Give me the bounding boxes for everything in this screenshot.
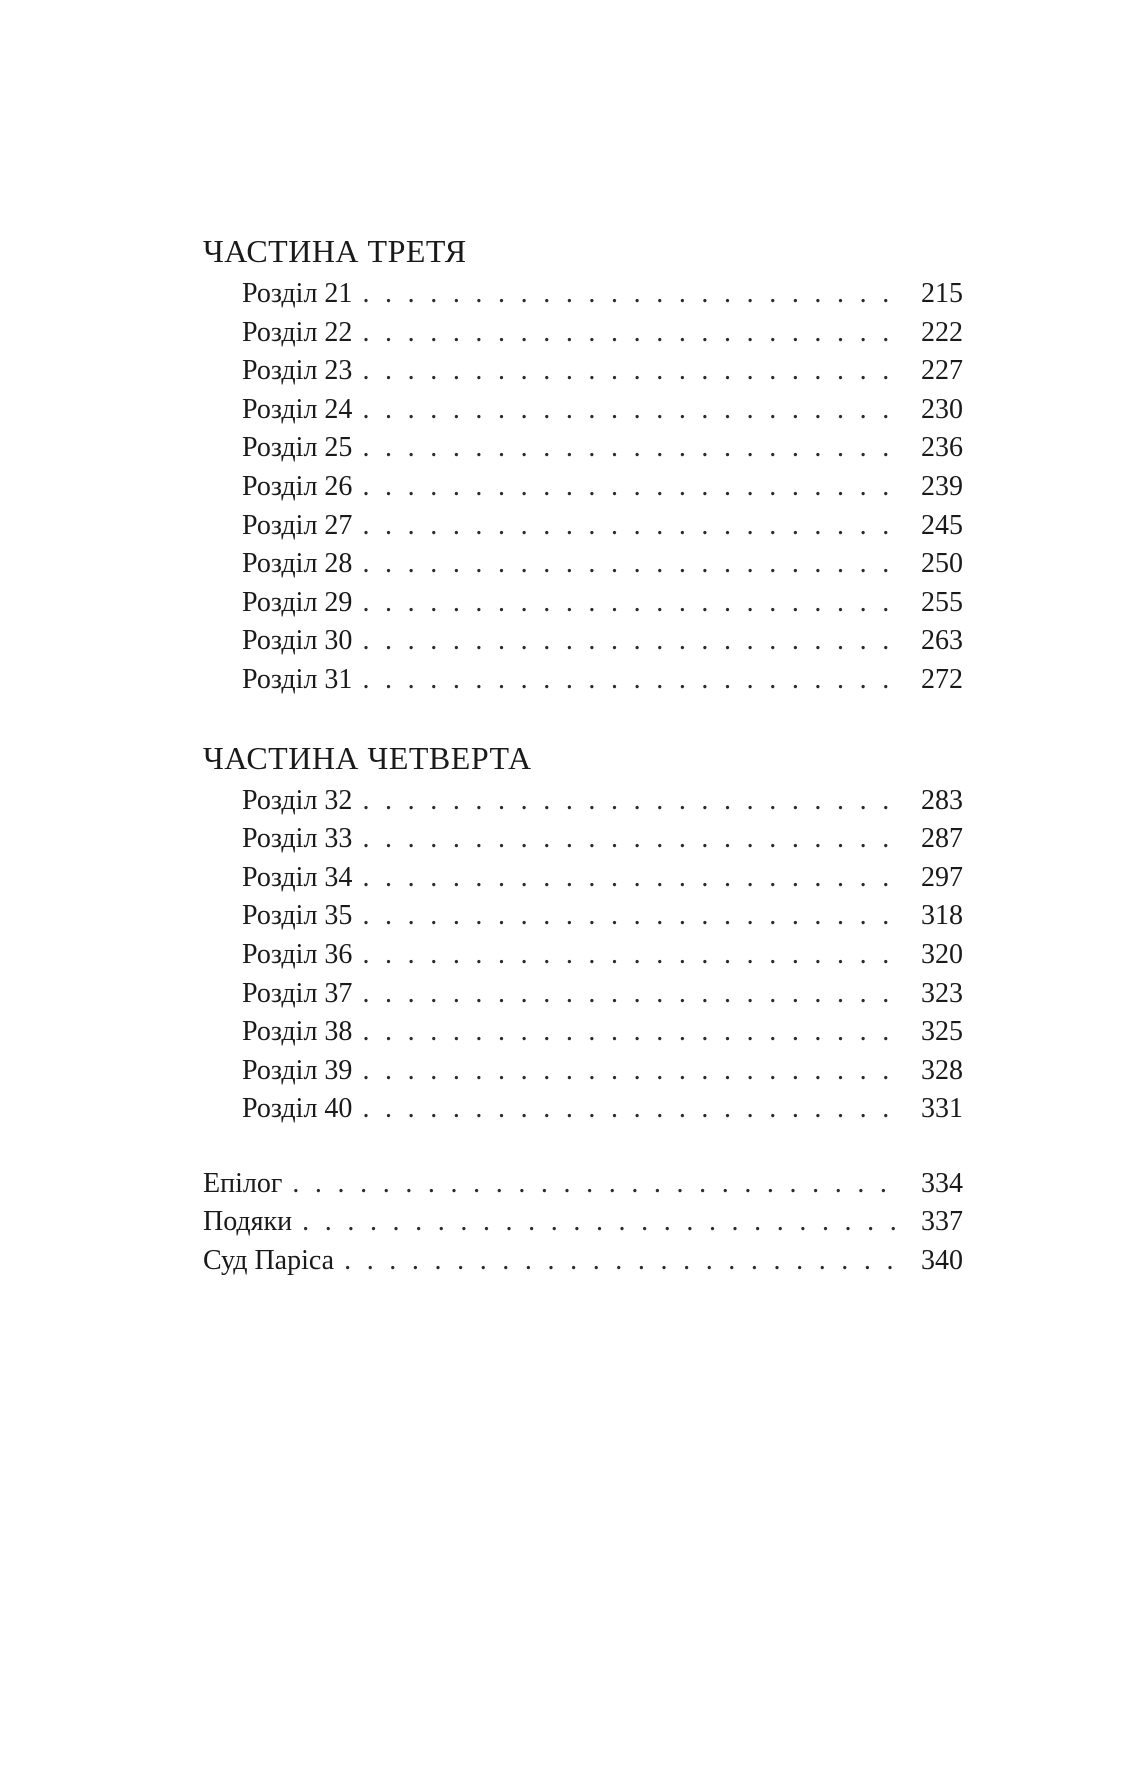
entry-label: Розділ 34	[242, 861, 353, 893]
toc-entry[interactable]	[203, 622, 963, 661]
dot-leader	[362, 1013, 901, 1052]
dot-leader	[362, 507, 901, 546]
toc-entry[interactable]	[203, 545, 963, 584]
toc-entry[interactable]	[203, 897, 963, 936]
toc-entry[interactable]	[203, 1052, 963, 1091]
entry-label: Розділ 35	[242, 900, 353, 932]
toc-entry[interactable]	[203, 859, 963, 898]
entry-label: Розділ 26	[242, 470, 353, 502]
toc-entry[interactable]	[203, 352, 963, 391]
dot-leader	[362, 1090, 901, 1129]
dot-leader	[362, 661, 901, 700]
entry-page-number: 320	[921, 938, 963, 970]
entry-page-number: 287	[921, 823, 963, 855]
entry-page-number: 328	[921, 1054, 963, 1086]
entry-label: Розділ 24	[242, 393, 353, 425]
dot-leader	[362, 584, 901, 623]
entry-page-number: 239	[921, 470, 963, 502]
entry-page-number: 334	[921, 1167, 963, 1199]
dot-leader	[302, 1203, 901, 1242]
entry-page-number: 230	[921, 393, 963, 425]
entry-label: Розділ 33	[242, 823, 353, 855]
dot-leader	[344, 1242, 901, 1281]
toc-entry[interactable]	[203, 314, 963, 353]
toc-entry[interactable]	[203, 1013, 963, 1052]
entry-label: Подяки	[203, 1206, 293, 1238]
dot-leader	[362, 314, 901, 353]
part-three	[203, 229, 963, 700]
entry-page-number: 297	[921, 861, 963, 893]
entry-label: Розділ 30	[242, 625, 353, 657]
toc-entry[interactable]	[203, 936, 963, 975]
entry-page-number: 215	[921, 278, 963, 309]
entry-page-number: 272	[921, 663, 963, 695]
entry-label: Розділ 39	[242, 1054, 353, 1086]
part-three-entries	[203, 275, 963, 700]
entry-label: Розділ 23	[242, 355, 353, 387]
entry-page-number: 227	[921, 355, 963, 387]
table-of-contents	[203, 229, 963, 1281]
entry-page-number: 283	[921, 784, 963, 816]
dot-leader	[362, 975, 901, 1014]
toc-entry[interactable]	[203, 584, 963, 623]
entry-label: Розділ 31	[242, 663, 353, 695]
entry-label: Епілог	[203, 1167, 283, 1199]
entry-label: Розділ 32	[242, 784, 353, 816]
toc-entry[interactable]	[203, 507, 963, 546]
toc-entry[interactable]	[203, 429, 963, 468]
part-title: ЧАСТИНА ЧЕТВЕРТА	[203, 739, 532, 776]
dot-leader	[292, 1165, 901, 1204]
entry-label: Розділ 22	[242, 316, 353, 348]
entry-page-number: 323	[921, 977, 963, 1009]
entry-page-number: 222	[921, 316, 963, 348]
entry-page-number: 325	[921, 1016, 963, 1048]
entry-page-number: 337	[921, 1206, 963, 1238]
dot-leader	[362, 391, 901, 430]
dot-leader	[362, 545, 901, 584]
toc-entry[interactable]	[203, 468, 963, 507]
entry-label: Розділ 37	[242, 977, 353, 1009]
dot-leader	[362, 859, 901, 898]
dot-leader	[362, 936, 901, 975]
toc-entry-judgement-of-paris[interactable]	[203, 1242, 963, 1281]
part-title: ЧАСТИНА ТРЕТЯ	[203, 233, 467, 269]
toc-entry[interactable]	[203, 275, 963, 314]
part-four	[203, 736, 963, 1129]
entry-page-number: 236	[921, 432, 963, 464]
entry-label: Розділ 21	[242, 278, 353, 309]
backmatter	[203, 1165, 963, 1281]
backmatter-entries	[203, 1165, 963, 1281]
entry-page-number: 340	[921, 1245, 963, 1277]
dot-leader	[362, 622, 901, 661]
entry-page-number: 250	[921, 548, 963, 580]
dot-leader	[362, 468, 901, 507]
entry-page-number: 263	[921, 625, 963, 657]
toc-entry[interactable]	[203, 661, 963, 700]
toc-entry[interactable]	[203, 820, 963, 859]
entry-label: Розділ 40	[242, 1093, 353, 1125]
dot-leader	[362, 820, 901, 859]
part-four-entries	[203, 782, 963, 1129]
toc-entry-epilogue[interactable]	[203, 1165, 963, 1204]
dot-leader	[362, 429, 901, 468]
toc-entry[interactable]	[203, 975, 963, 1014]
dot-leader	[362, 782, 901, 821]
entry-label: Розділ 27	[242, 509, 353, 541]
entry-page-number: 318	[921, 900, 963, 932]
entry-page-number: 331	[921, 1093, 963, 1125]
entry-label: Суд Паріса	[203, 1245, 335, 1277]
toc-entry[interactable]	[203, 1090, 963, 1129]
entry-page-number: 255	[921, 586, 963, 618]
dot-leader	[362, 1052, 901, 1091]
dot-leader	[362, 897, 901, 936]
toc-entry-acknowledgements[interactable]	[203, 1203, 963, 1242]
entry-label: Розділ 36	[242, 938, 353, 970]
entry-label: Розділ 25	[242, 432, 353, 464]
toc-entry[interactable]	[203, 391, 963, 430]
entry-label: Розділ 28	[242, 548, 353, 580]
entry-label: Розділ 29	[242, 586, 353, 618]
dot-leader	[362, 352, 901, 391]
dot-leader	[362, 275, 901, 314]
toc-entry[interactable]	[203, 782, 963, 821]
entry-page-number: 245	[921, 509, 963, 541]
entry-label: Розділ 38	[242, 1016, 353, 1048]
